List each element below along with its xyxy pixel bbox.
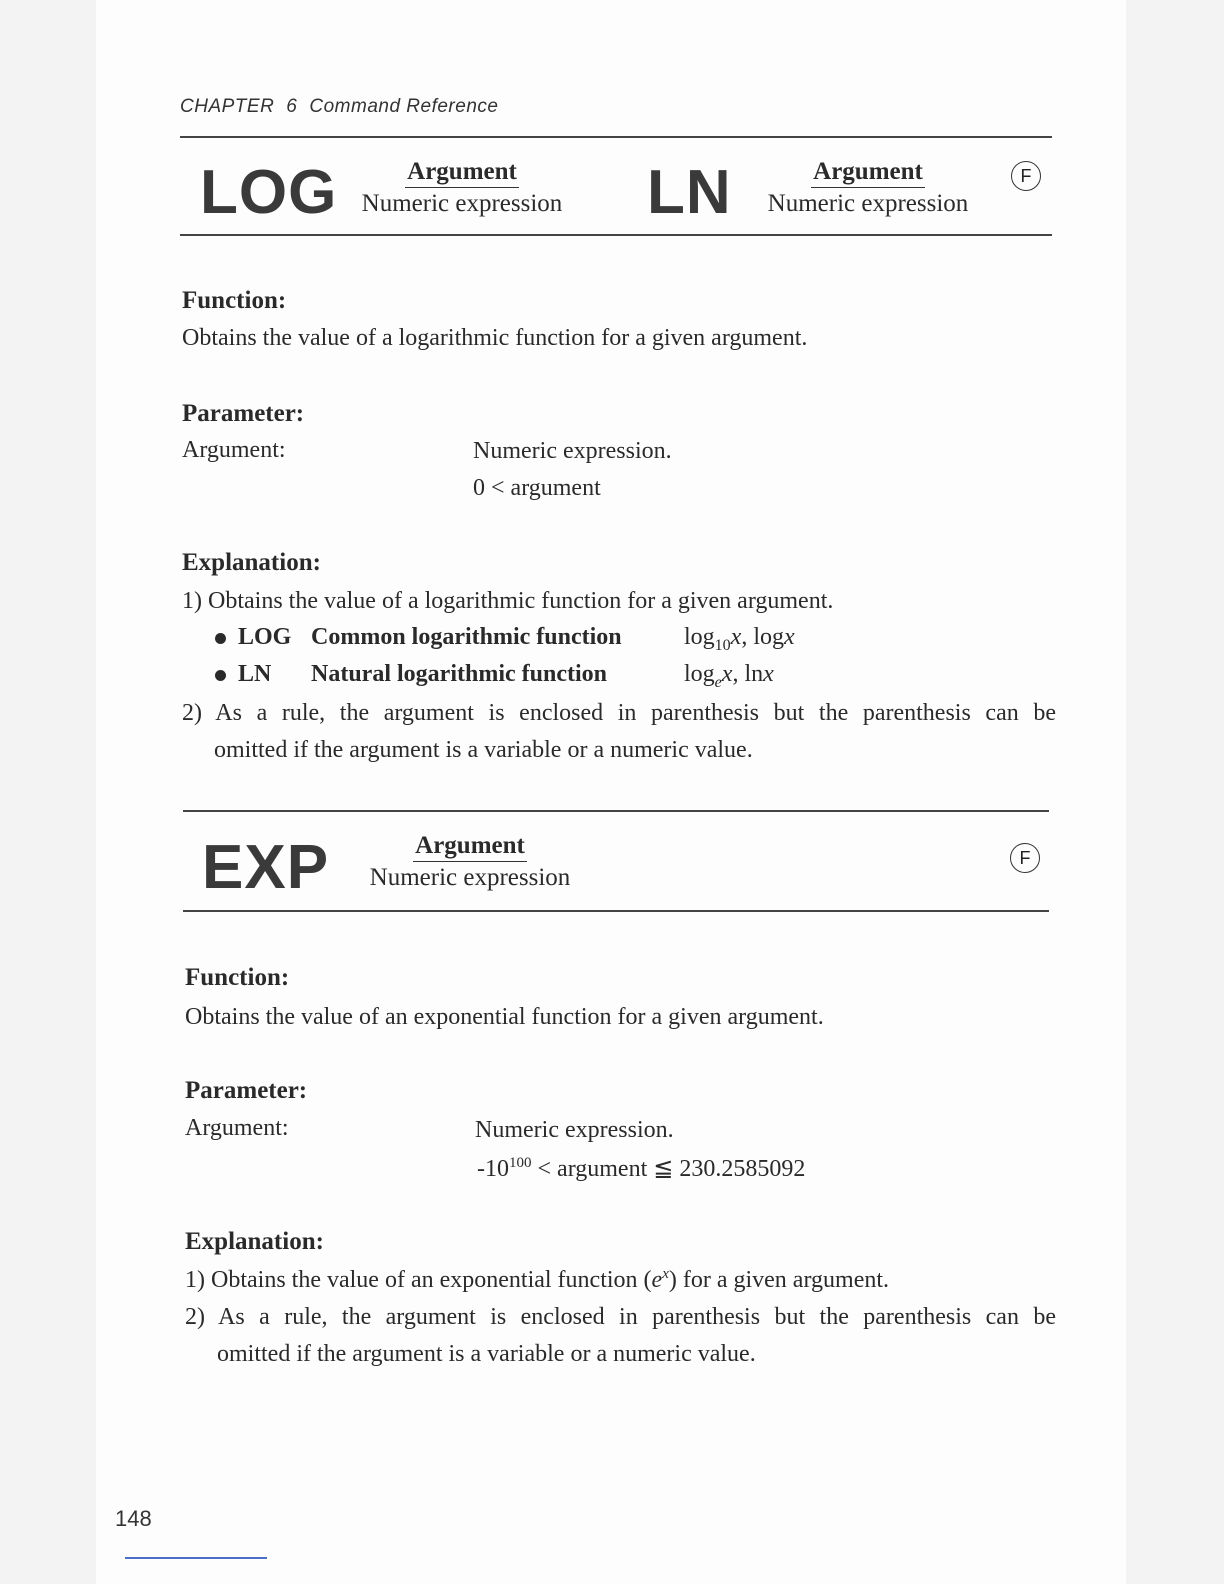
log-argument-value: Numeric expression [361,190,563,217]
exp-range-suffix: < argument ≦ 230.2585092 [531,1156,806,1182]
log-argument-box [350,156,574,220]
log-argument-label: Argument [405,157,519,188]
log-formula-alt: , log [741,624,784,650]
ln-formula-alt-var: x [763,661,774,687]
log-function-text: Obtains the value of a logarithmic function for a given argument. [182,325,808,351]
exp-param-name: Argument: [185,1115,289,1141]
exp-range-base: -10 [477,1156,509,1182]
ln-formula-subscript: e [714,673,722,691]
ln-bullet-cmd: LN [238,661,272,687]
exp-explanation-2-line1: 2) As a rule, the argument is enclosed in parenthesis but the parenthesis can be [185,1304,1056,1330]
log-command-name: LOG [200,158,338,227]
log-formula-alt-var: x [784,624,795,650]
bullet-icon [215,633,226,644]
exp-box-bottom-rule [183,910,1049,912]
log-bullet-cmd: LOG [238,624,292,650]
log-param-desc: Numeric expression. [473,438,672,464]
running-header [180,96,498,118]
ln-formula-base: log [684,661,715,687]
log-explanation-heading: Explanation: [182,549,321,576]
exp-explanation-2-line2: omitted if the argument is a variable or a numeric value. [217,1341,756,1367]
log-formula-var: x [730,624,742,650]
ln-argument-box [756,156,980,220]
exp-function-text: Obtains the value of an exponential function for a given argument. [185,1004,824,1030]
exp-parameter-heading: Parameter: [185,1077,308,1104]
ln-argument-label: Argument [811,157,925,188]
chapter-number: 6 [286,96,298,117]
exp-argument-label: Argument [413,831,527,862]
log-bullet-item [215,624,291,651]
chapter-word: CHAPTER [180,96,275,117]
function-badge-icon: F [1011,161,1041,191]
exp-command-name: EXP [202,833,330,902]
scan-gutter-left [0,0,96,1584]
footer-rule [125,1557,267,1559]
bullet-icon [215,670,226,681]
ln-command-name: LN [647,158,732,227]
log-formula-subscript: 10 [714,636,731,654]
log-param-name: Argument: [182,437,286,463]
exp-expl1-x: x [662,1266,669,1282]
ln-argument-value: Numeric expression [767,190,969,217]
log-box-bottom-rule [180,234,1052,236]
exp-explanation-heading: Explanation: [185,1228,324,1255]
scan-gutter-right [1126,0,1224,1584]
log-function-heading: Function: [182,287,287,314]
page-number: 148 [115,1506,152,1531]
log-box-top-rule [180,136,1052,138]
chapter-title: Command Reference [309,96,499,117]
ln-formula-var: x [721,661,733,687]
exp-expl1-prefix: 1) Obtains the value of an exponential function ( [185,1267,652,1293]
exp-expl1-e: e [651,1267,663,1293]
function-badge-icon: F [1010,843,1040,873]
exp-param-desc: Numeric expression. [475,1117,674,1143]
exp-function-heading: Function: [185,964,290,991]
log-bullet-formula [684,624,795,655]
exp-range-exponent: 100 [509,1155,532,1171]
ln-formula-alt: , ln [732,661,764,687]
ln-bullet-item [215,661,271,688]
exp-explanation-1 [185,1266,889,1294]
ln-bullet-formula [684,661,774,692]
log-explanation-1: 1) Obtains the value of a logarithmic function for a given argument. [182,588,834,614]
log-param-range: 0 < argument [473,475,601,501]
exp-argument-value: Numeric expression [369,864,571,891]
exp-box-top-rule [183,810,1049,812]
log-formula-base: log [684,624,715,650]
log-bullet-desc: Common logarithmic function [311,624,622,650]
log-parameter-heading: Parameter: [182,400,305,427]
exp-param-range [477,1154,805,1183]
ln-bullet-desc: Natural logarithmic function [311,661,607,687]
exp-expl1-suffix: ) for a given argument. [668,1267,890,1293]
log-explanation-2-line2: omitted if the argument is a variable or a numeric value. [214,737,753,763]
exp-argument-box [358,830,582,894]
log-explanation-2-line1: 2) As a rule, the argument is enclosed in parenthesis but the parenthesis can be [182,700,1056,726]
